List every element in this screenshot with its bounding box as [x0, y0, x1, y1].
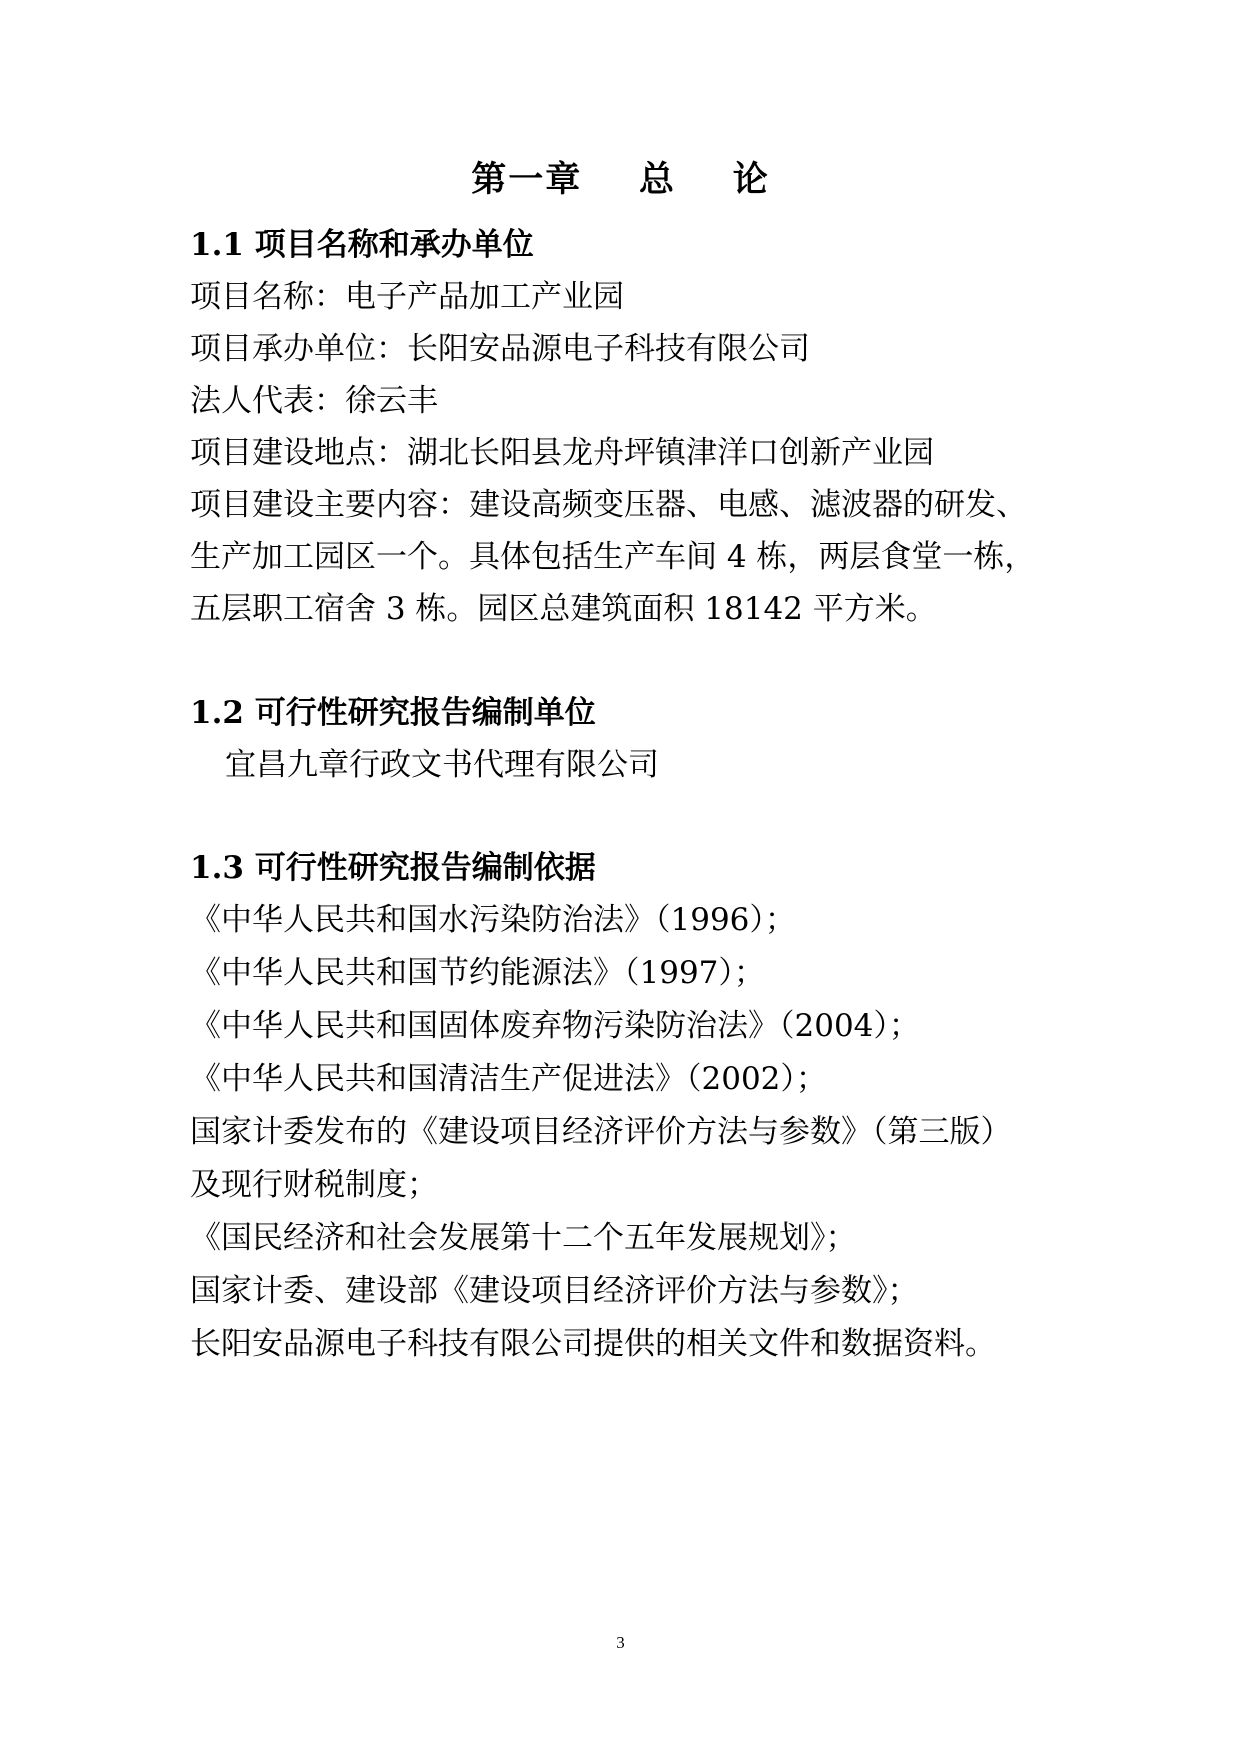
- basis-item-6: 《国民经济和社会发展第十二个五年发展规划》；: [190, 1220, 857, 1256]
- construction-content-line-1: 项目建设主要内容：建设高频变压器、电感、滤波器的研发、: [190, 487, 1027, 523]
- basis-item-1: 《中华人民共和国水污染防治法》（1996）；: [190, 902, 796, 938]
- page-number: 3: [616, 1633, 625, 1652]
- construction-content-line-3: 五层职工宿舍 3 栋。园区总建筑面积 18142 平方米。: [190, 591, 937, 627]
- construction-content-line-2: 生产加工园区一个。具体包括生产车间 4 栋，两层食堂一栋，: [190, 539, 1036, 575]
- legal-representative-line: 法人代表：徐云丰: [190, 383, 438, 419]
- basis-item-4: 《中华人民共和国清洁生产促进法》（2002）；: [190, 1061, 827, 1097]
- section-heading-1-2: 1.2 可行性研究报告编制单位: [190, 695, 596, 731]
- basis-item-8: 长阳安品源电子科技有限公司提供的相关文件和数据资料。: [190, 1326, 996, 1362]
- basis-item-2: 《中华人民共和国节约能源法》（1997）；: [190, 955, 765, 991]
- section-heading-1-3: 1.3 可行性研究报告编制依据: [190, 850, 596, 886]
- project-name-line: 项目名称：电子产品加工产业园: [190, 279, 624, 315]
- chapter-title: 第一章 总 论: [471, 159, 770, 200]
- project-undertaker-line: 项目承办单位：长阳安品源电子科技有限公司: [190, 331, 810, 367]
- section-heading-1-1: 1.1 项目名称和承办单位: [190, 227, 534, 263]
- basis-item-3: 《中华人民共和国固体废弃物污染防治法》（2004）；: [190, 1008, 920, 1044]
- basis-item-5: 国家计委发布的《建设项目经济评价方法与参数》（第三版）: [190, 1114, 1012, 1150]
- basis-item-5-continued: 及现行财税制度；: [190, 1167, 438, 1203]
- report-preparer-line: 宜昌九章行政文书代理有限公司: [225, 747, 659, 783]
- construction-site-line: 项目建设地点：湖北长阳县龙舟坪镇津洋口创新产业园: [190, 435, 934, 471]
- basis-item-7: 国家计委、建设部《建设项目经济评价方法与参数》；: [190, 1273, 919, 1309]
